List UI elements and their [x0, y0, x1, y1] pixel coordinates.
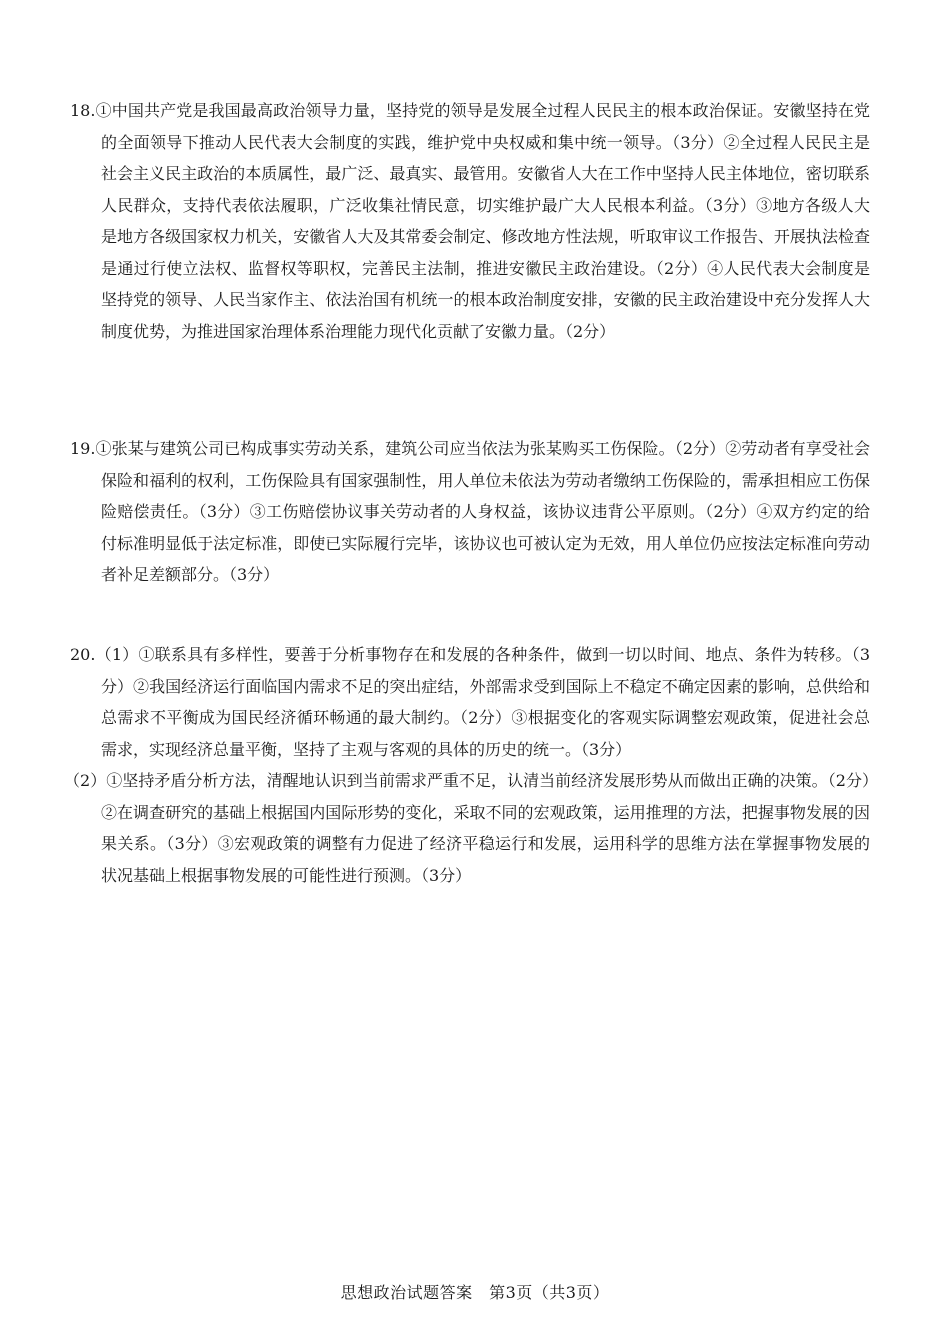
- answer-18-text: 18.①中国共产党是我国最高政治领导力量，坚持党的领导是发展全过程人民民主的根本政治保证。安徽坚持在党的全面领导下推动人民代表大会制度的实践，维护党中央权威和集中统一领导。（3分）②全过程人民民主是社会主义民主政治的本质属性，最广泛、最真实、最管用。安徽省人大在工作中坚持人民主体地位，密切联系人民群众，支持代表依法履职，广泛收集社情民意，切实维护最广大人民根本利益。（3分）③地方各级人大是地方各级国家权力机关，安徽省人大及其常委会制定、修改地方性法规，听取审议工作报告、开展执法检查是通过行使立法权、监督权等职权，完善民主法制，推进安徽民主政治建设。（2分）④人民代表大会制度是坚持党的领导、人民当家作主、依法治国有机统一的根本政治制度安排，安徽的民主政治建设中充分发挥人大制度优势，为推进国家治理体系治理能力现代化贡献了安徽力量。（2分）: [70, 101, 870, 341]
- page-footer: 思想政治试题答案 第3页（共3页）: [340, 1283, 610, 1302]
- answer-19: [70, 433, 870, 591]
- answer-20: [64, 639, 870, 891]
- answer-19-text: 19.①张某与建筑公司已构成事实劳动关系，建筑公司应当依法为张某购买工伤保险。（2分）②劳动者有享受社会保险和福利的权利，工伤保险具有国家强制性，用人单位未依法为劳动者缴纳工伤保险的，需承担相应工伤保险赔偿责任。（3分）③工伤赔偿协议事关劳动者的人身权益，该协议违背公平原则。（2分）④双方约定的给付标准明显低于法定标准，即使已实际履行完毕，该协议也可被认定为无效，用人单位仍应按法定标准向劳动者补足差额部分。（3分）: [70, 439, 870, 584]
- answer-20-part-1-text: 20.（1）①联系具有多样性，要善于分析事物存在和发展的各种条件，做到一切以时间、地点、条件为转移。（3分）②我国经济运行面临国内需求不足的突出症结，外部需求受到国际上不稳定不确定因素的影响，总供给和总需求不平衡成为国民经济循环畅通的最大制约。（2分）③根据变化的客观实际调整宏观政策，促进社会总需求，实现经济总量平衡，坚持了主观与客观的具体的历史的统一。（3分）: [70, 645, 870, 759]
- answer-20-part-2-text: （2）①坚持矛盾分析方法，清醒地认识到当前需求严重不足，认清当前经济发展形势从而做出正确的决策。（2分）②在调查研究的基础上根据国内国际形势的变化，采取不同的宏观政策，运用推理的方法，把握事物发展的因果关系。（3分）③宏观政策的调整有力促进了经济平稳运行和发展，运用科学的思维方法在掌握事物发展的状况基础上根据事物发展的可能性进行预测。（3分）: [64, 771, 870, 885]
- answer-18: [70, 95, 870, 347]
